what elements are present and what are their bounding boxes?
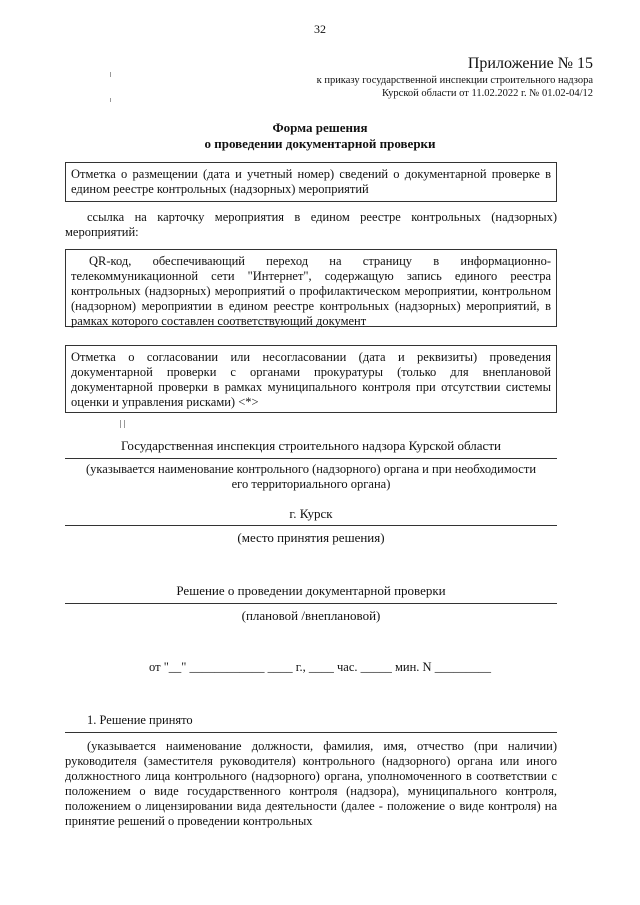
form-title-line2: о проведении документарной проверки: [204, 136, 436, 151]
appendix-header: [317, 54, 593, 100]
scan-mark: [110, 72, 111, 77]
appendix-order-date: Курской области от 11.02.2022 г. № 01.02-04/12: [381, 88, 593, 99]
section1-heading: 1. Решение принято: [87, 713, 193, 727]
form-title-line1: Форма решения: [272, 120, 368, 135]
place-caption: (место принятия решения): [237, 530, 385, 545]
appendix-title: Приложение № 15: [467, 55, 593, 72]
authority-underline: [65, 458, 557, 459]
prosecutor-approval-box: Отметка о согласовании или несогласовании (дата и реквизиты) проведения документарной проверки с органами прокуратуры (только для внеплановой документарной проверки в рамках муниципального контроля при отсутствии системы оценки и управления рисками) <*>: [65, 345, 557, 413]
scan-mark: [110, 98, 111, 102]
section1-caption: (указывается наименование должности, фамилия, имя, отчество (при наличии) руководителя (заместителя руководителя) контрольного (надзорного) органа или иного должностного лица контрольного (надзорного) органа, уполномоченного в соответствии с положением о виде государственного контроля (надзора), муниципального контроля, положением о лицензировании вида деятельности (далее - положение о виде контроля) на принятие решений о проведении контрольных: [65, 739, 557, 828]
decision-date-line: от "__" ____________ ____ г., ____ час. _____ мин. N _________: [149, 660, 491, 674]
authority-caption-line2: его территориального органа): [231, 477, 391, 491]
page-number: 32: [314, 22, 326, 36]
qr-code-text: QR-код, обеспечивающий переход на страницу в информационно-телекоммуникационной сети "Интернет", содержащую запись единого реестра контрольных (надзорных) мероприятий о профилактическом мероприятии, контрольном (надзорном) мероприятии в едином реестре контрольных (надзорных) мероприятий, в рамках которого составлен соответствующий документ: [71, 254, 551, 328]
decision-underline: [65, 603, 557, 604]
registry-link-text: ссылка на карточку мероприятия в едином реестре контрольных (надзорных) мероприятий:: [65, 210, 557, 239]
form-title: [0, 120, 640, 152]
authority-caption-line1: (указывается наименование контрольного (надзорного) органа и при необходимости: [85, 462, 537, 476]
registry-mark-box: Отметка о размещении (дата и учетный номер) сведений о документарной проверке в едином реестре контрольных (надзорных) мероприятий: [65, 162, 557, 202]
decision-type-caption: (плановой /внеплановой): [241, 608, 381, 623]
qr-code-box: [65, 249, 557, 327]
decision-place: г. Курск: [289, 506, 333, 521]
place-underline: [65, 525, 557, 526]
scan-mark: [120, 420, 121, 428]
section1-underline: [65, 732, 557, 733]
scan-mark: [124, 420, 125, 428]
authority-name: Государственная инспекция строительного надзора Курской области: [121, 438, 501, 453]
decision-title: Решение о проведении документарной проверки: [176, 583, 446, 598]
authority-caption: [65, 462, 557, 492]
appendix-order-line: к приказу государственной инспекции строительного надзора: [316, 75, 593, 86]
